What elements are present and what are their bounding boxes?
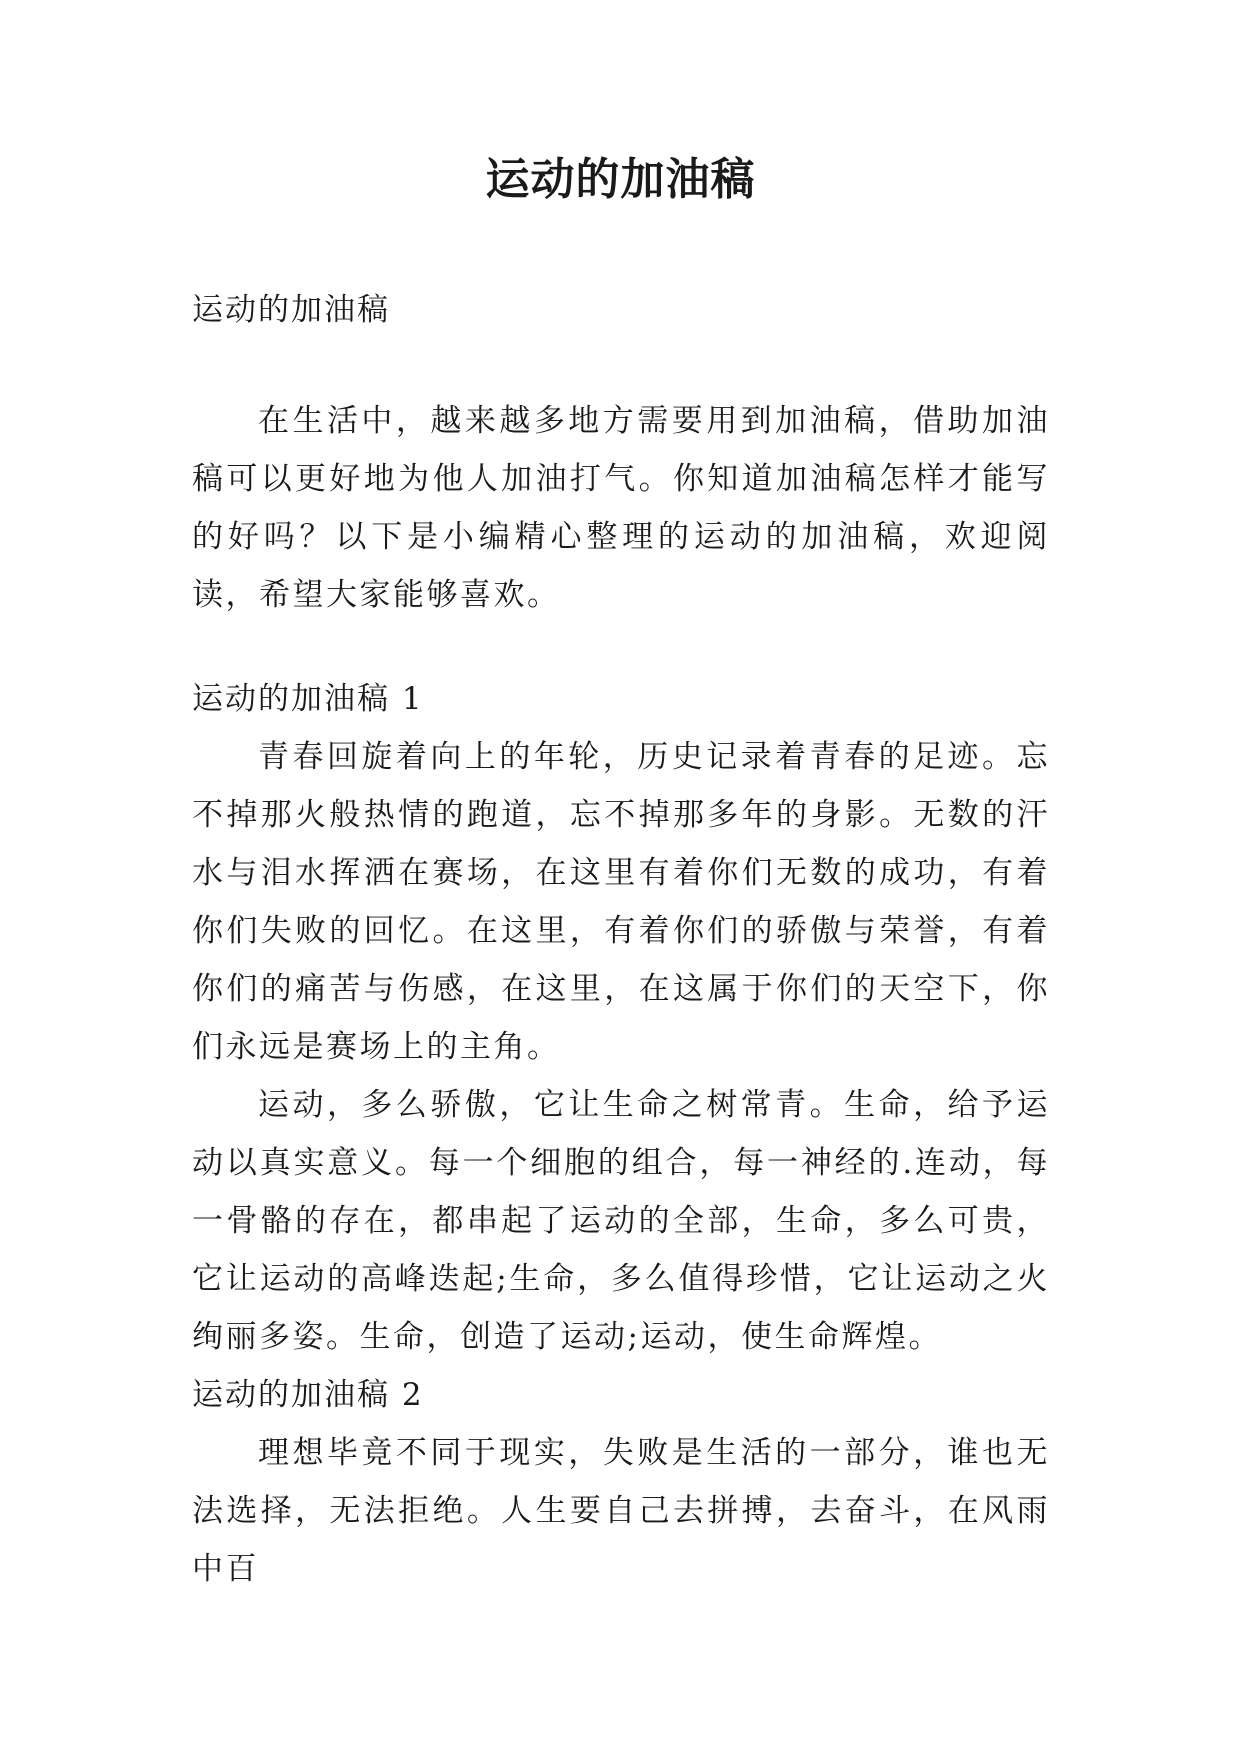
section-paragraph: 青春回旋着向上的年轮，历史记录着青春的足迹。忘不掉那火般热情的跑道，忘不掉那多年的身影。无数的汗水与泪水挥洒在赛场，在这里有着你们无数的成功，有着你们失败的回忆。在这里，有着你们的骄傲与荣誉，有着你们的痛苦与伤感，在这里，在这属于你们的天空下，你们永远是赛场上的主角。 bbox=[192, 739, 1050, 1065]
intro-paragraph: 在生活中，越来越多地方需要用到加油稿，借助加油稿可以更好地为他人加油打气。你知道加油稿怎样才能写的好吗？以下是小编精心整理的运动的加油稿，欢迎阅读，希望大家能够喜欢。 bbox=[192, 403, 1050, 613]
section-paragraph: 理想毕竟不同于现实，失败是生活的一部分，谁也无法选择，无法拒绝。人生要自己去拼搏，去奋斗，在风雨中百 bbox=[192, 1435, 1050, 1587]
document-body bbox=[192, 290, 1050, 1598]
document-subtitle: 运动的加油稿 bbox=[192, 292, 390, 328]
section-heading: 运动的加油稿 2 bbox=[192, 1377, 424, 1413]
section-2 bbox=[192, 1366, 1050, 1598]
section-paragraph: 运动，多么骄傲，它让生命之树常青。生命，给予运动以真实意义。每一个细胞的组合，每一神经的.连动，每一骨骼的存在，都串起了运动的全部，生命，多么可贵，它让运动的高峰迭起;生命，多么值得珍惜，它让运动之火绚丽多姿。生命，创造了运动;运动，使生命辉煌。 bbox=[192, 1087, 1050, 1355]
section-heading: 运动的加油稿 1 bbox=[192, 681, 424, 717]
document-title: 运动的加油稿 bbox=[485, 154, 756, 205]
section-1 bbox=[192, 670, 1050, 1366]
